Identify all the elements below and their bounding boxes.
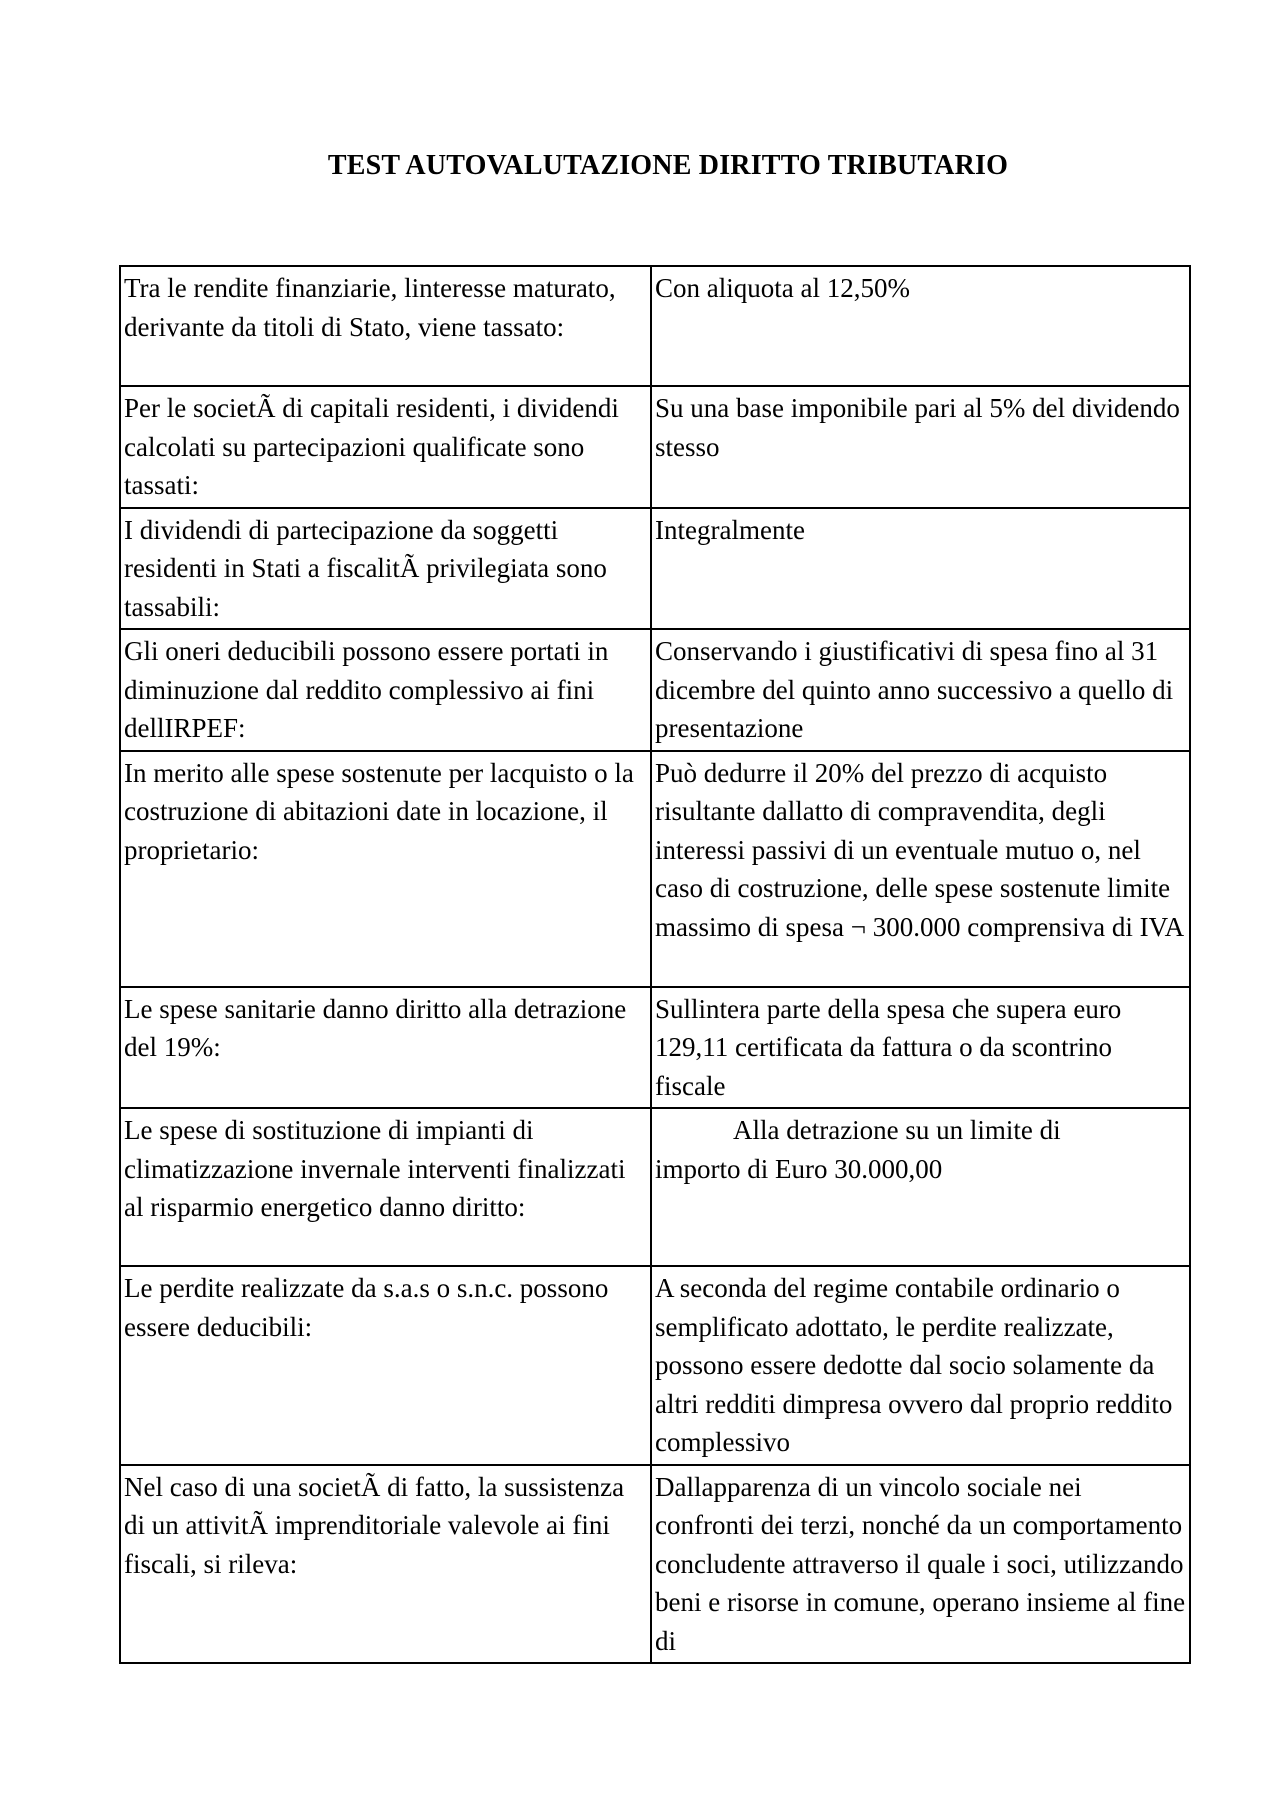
question-cell: Gli oneri deducibili possono essere portati in diminuzione dal reddito complessivo ai fini dellIRPEF: [120, 629, 651, 751]
answer-lead-line: Alla detrazione su un limite di [733, 1115, 1061, 1145]
answer-cell: Sullintera parte della spesa che supera euro 129,11 certificata da fattura o da scontrino fiscale [651, 987, 1190, 1109]
table-row [120, 1465, 1190, 1664]
answer-cell: Con aliquota al 12,50% [651, 266, 1190, 386]
table-row [120, 266, 1190, 386]
table-row [120, 1266, 1190, 1465]
question-cell: Tra le rendite finanziarie, linteresse maturato, derivante da titoli di Stato, viene tassato: [120, 266, 651, 386]
answer-cell: Conservando i giustificativi di spesa fino al 31 dicembre del quinto anno successivo a quello di presentazione [651, 629, 1190, 751]
table-row [120, 508, 1190, 630]
answer-cell: Dallapparenza di un vincolo sociale nei confronti dei terzi, nonché da un comportamento concludente attraverso il quale i soci, utilizzando beni e risorse in comune, operano insieme al fine di [651, 1465, 1190, 1664]
answer-text: importo di Euro 30.000,00 [655, 1153, 943, 1184]
table-row [120, 386, 1190, 508]
answer-cell: Su una base imponibile pari al 5% del dividendo stesso [651, 386, 1190, 508]
answer-cell: A seconda del regime contabile ordinario o semplificato adottato, le perdite realizzate, possono essere dedotte dal socio solamente da altri redditi dimpresa ovvero dal proprio reddito complessivo [651, 1266, 1190, 1465]
table-row [120, 987, 1190, 1109]
question-cell: Nel caso di una societÃ di fatto, la sussistenza di un attivitÃ imprenditoriale valevole ai fini fiscali, si rileva: [120, 1465, 651, 1664]
answer-cell: Integralmente [651, 508, 1190, 630]
question-cell: Le spese sanitarie danno diritto alla detrazione del 19%: [120, 987, 651, 1109]
table-row [120, 1108, 1190, 1266]
question-cell: Per le societÃ di capitali residenti, i dividendi calcolati su partecipazioni qualificate sono tassati: [120, 386, 651, 508]
question-cell: Le spese di sostituzione di impianti di climatizzazione invernale interventi finalizzati al risparmio energetico danno diritto: [120, 1108, 651, 1266]
page-title: TEST AUTOVALUTAZIONE DIRITTO TRIBUTARIO [327, 150, 1009, 181]
qa-table [119, 265, 1191, 1664]
question-cell: I dividendi di partecipazione da soggetti residenti in Stati a fiscalitÃ privilegiata sono tassabili: [120, 508, 651, 630]
answer-cell: Può dedurre il 20% del prezzo di acquisto risultante dallatto di compravendita, degli interessi passivi di un eventuale mutuo o, nel caso di costruzione, delle spese sostenute limite massimo di spesa ¬ 300.000 comprensiva di IVA [651, 751, 1190, 987]
question-cell: In merito alle spese sostenute per lacquisto o la costruzione di abitazioni date in locazione, il proprietario: [120, 751, 651, 987]
question-cell: Le perdite realizzate da s.a.s o s.n.c. possono essere deducibili: [120, 1266, 651, 1465]
table-row [120, 751, 1190, 987]
answer-cell [651, 1108, 1190, 1266]
table-row [120, 629, 1190, 751]
